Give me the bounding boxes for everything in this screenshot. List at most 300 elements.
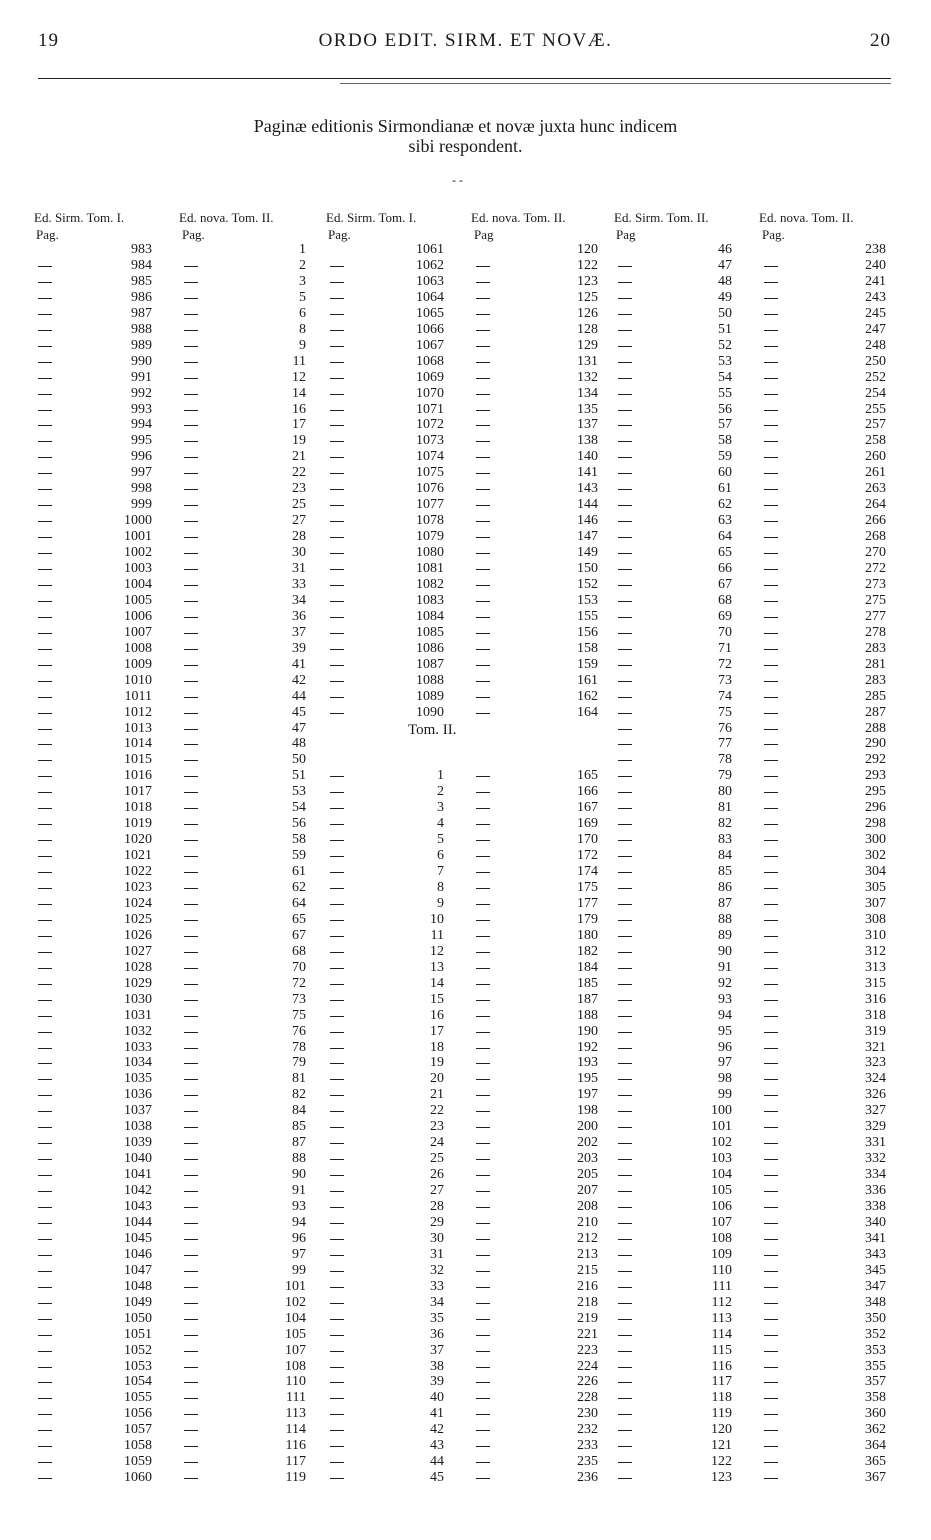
ditto-dash-right bbox=[184, 410, 198, 411]
page-num-nova: 310 bbox=[865, 927, 886, 943]
ditto-dash-left bbox=[618, 840, 632, 841]
ditto-dash-right bbox=[476, 346, 490, 347]
page-num-sirm: 73 bbox=[718, 672, 732, 688]
ditto-dash-right bbox=[184, 1351, 198, 1352]
page-num-nova: 156 bbox=[577, 624, 598, 640]
ditto-dash-right bbox=[764, 1032, 778, 1033]
page-num-sirm: 92 bbox=[718, 975, 732, 991]
ditto-dash-right bbox=[184, 968, 198, 969]
page-num-nova: 226 bbox=[577, 1374, 598, 1390]
ditto-dash-left bbox=[330, 1478, 344, 1479]
page-num-nova: 155 bbox=[577, 608, 598, 624]
ditto-dash-left bbox=[38, 410, 52, 411]
ditto-dash-right bbox=[764, 760, 778, 761]
ditto-dash-right bbox=[184, 266, 198, 267]
page-num-sirm: 1050 bbox=[124, 1310, 152, 1326]
page-num-nova: 300 bbox=[865, 832, 886, 848]
ditto-dash-left bbox=[330, 266, 344, 267]
page-num-nova: 185 bbox=[577, 975, 598, 991]
ditto-dash-left bbox=[330, 505, 344, 506]
ditto-dash-left bbox=[330, 1032, 344, 1033]
page-num-nova: 192 bbox=[577, 1039, 598, 1055]
ditto-dash-right bbox=[184, 633, 198, 634]
ditto-dash-right bbox=[476, 856, 490, 857]
ditto-dash-left bbox=[38, 378, 52, 379]
page-num-sirm: 1029 bbox=[124, 975, 152, 991]
ditto-dash-right bbox=[476, 441, 490, 442]
ditto-dash-left bbox=[38, 617, 52, 618]
page-num-nova: 218 bbox=[577, 1294, 598, 1310]
ditto-dash-right bbox=[476, 665, 490, 666]
ditto-dash-right bbox=[184, 1303, 198, 1304]
page-num-sirm: 1031 bbox=[124, 1007, 152, 1023]
page-num-sirm: 71 bbox=[718, 640, 732, 656]
page-num-nova: 362 bbox=[865, 1422, 886, 1438]
ditto-dash-right bbox=[476, 553, 490, 554]
page-num-sirm: 43 bbox=[430, 1438, 444, 1454]
ditto-dash-left bbox=[618, 441, 632, 442]
page-num-sirm: 28 bbox=[430, 1199, 444, 1214]
page-num-nova: 147 bbox=[577, 529, 598, 545]
page-num-nova: 170 bbox=[577, 832, 598, 848]
ditto-dash-right bbox=[184, 936, 198, 937]
ditto-dash-left bbox=[330, 808, 344, 809]
ditto-dash-right bbox=[476, 1303, 490, 1304]
ditto-dash-right bbox=[184, 888, 198, 889]
page-num-nova: 169 bbox=[577, 816, 598, 832]
page-num-sirm: 68 bbox=[718, 592, 732, 608]
page-num-sirm: 79 bbox=[718, 768, 732, 784]
pag-label-right: Pag. bbox=[182, 227, 205, 242]
page-num-nova: 305 bbox=[865, 880, 886, 895]
page-num-nova: 207 bbox=[577, 1183, 598, 1199]
page-num-sirm: 41 bbox=[430, 1406, 444, 1422]
page-num-nova: 21 bbox=[292, 449, 306, 465]
page-num-nova: 81 bbox=[292, 1071, 306, 1087]
ditto-dash-left bbox=[38, 1398, 52, 1399]
page-num-nova: 248 bbox=[865, 337, 886, 353]
page-num-nova: 135 bbox=[577, 401, 598, 417]
ditto-dash-left bbox=[38, 665, 52, 666]
page-num-nova: 264 bbox=[865, 497, 886, 513]
ditto-dash-left bbox=[38, 808, 52, 809]
page-num-nova: 236 bbox=[577, 1470, 598, 1486]
page-num-sirm: 1089 bbox=[416, 688, 444, 704]
page-num-sirm: 66 bbox=[718, 561, 732, 576]
ditto-dash-right bbox=[764, 1175, 778, 1176]
ditto-dash-left bbox=[38, 713, 52, 714]
ditto-dash-left bbox=[38, 489, 52, 490]
page-num-nova: 58 bbox=[292, 832, 306, 848]
ditto-dash-left bbox=[38, 1367, 52, 1368]
ditto-dash-right bbox=[476, 1095, 490, 1096]
ditto-dash-left bbox=[618, 1127, 632, 1128]
page-num-nova: 257 bbox=[865, 417, 886, 433]
page-num-sirm: 1000 bbox=[124, 513, 152, 529]
page-num-nova: 326 bbox=[865, 1087, 886, 1103]
page-num-nova: 44 bbox=[292, 688, 306, 704]
page-num-sirm: 14 bbox=[430, 975, 444, 991]
ditto-dash-left bbox=[618, 633, 632, 634]
ditto-dash-right bbox=[184, 1111, 198, 1112]
page-num-sirm: 1037 bbox=[124, 1103, 152, 1119]
ditto-dash-right bbox=[764, 792, 778, 793]
ditto-dash-left bbox=[38, 1255, 52, 1256]
page-num-sirm: 1078 bbox=[416, 513, 444, 529]
ditto-dash-left bbox=[330, 1095, 344, 1096]
ditto-dash-right bbox=[184, 1462, 198, 1463]
page-num-nova: 316 bbox=[865, 991, 886, 1007]
ditto-dash-left bbox=[618, 936, 632, 937]
pag-label-left: Pag. bbox=[36, 227, 59, 242]
ditto-dash-right bbox=[476, 569, 490, 570]
ditto-dash-left bbox=[618, 1048, 632, 1049]
ditto-dash-right bbox=[476, 521, 490, 522]
page-num-nova: 210 bbox=[577, 1214, 598, 1230]
ditto-dash-left bbox=[618, 1398, 632, 1399]
page-num-nova: 11 bbox=[292, 353, 306, 369]
page-num-sirm: 10 bbox=[430, 911, 444, 927]
ditto-dash-right bbox=[764, 888, 778, 889]
page-num-sirm: 34 bbox=[430, 1294, 444, 1310]
ditto-dash-left bbox=[38, 936, 52, 937]
page-num-sirm: 91 bbox=[718, 959, 732, 975]
page-num-sirm: 1083 bbox=[416, 592, 444, 608]
page-num-nova: 285 bbox=[865, 688, 886, 704]
ditto-dash-right bbox=[764, 505, 778, 506]
ditto-dash-right bbox=[184, 298, 198, 299]
ditto-dash-left bbox=[38, 1127, 52, 1128]
ditto-dash-left bbox=[618, 697, 632, 698]
page-num-sirm: 58 bbox=[718, 433, 732, 449]
page-num-nova: 132 bbox=[577, 369, 598, 385]
ditto-dash-right bbox=[476, 872, 490, 873]
page-num-nova: 84 bbox=[292, 1103, 306, 1119]
page-num-nova: 338 bbox=[865, 1199, 886, 1214]
ditto-dash-right bbox=[476, 1239, 490, 1240]
page-num-nova: 159 bbox=[577, 656, 598, 672]
page-num-sirm: 999 bbox=[131, 497, 152, 513]
ditto-dash-left bbox=[38, 537, 52, 538]
page-num-sirm: 39 bbox=[430, 1374, 444, 1390]
page-num-nova: 129 bbox=[577, 337, 598, 353]
ditto-dash-left bbox=[38, 266, 52, 267]
page-num-nova: 273 bbox=[865, 576, 886, 592]
ditto-dash-right bbox=[184, 856, 198, 857]
page-num-nova: 1 bbox=[299, 242, 306, 257]
page-num-sirm: 42 bbox=[430, 1422, 444, 1438]
ditto-dash-right bbox=[764, 378, 778, 379]
ditto-dash-left bbox=[618, 824, 632, 825]
ditto-dash-right bbox=[184, 585, 198, 586]
page-num-sirm: 1034 bbox=[124, 1055, 152, 1071]
page-num-sirm: 1082 bbox=[416, 576, 444, 592]
page-num-sirm: 31 bbox=[430, 1246, 444, 1262]
ditto-dash-right bbox=[476, 824, 490, 825]
ditto-dash-left bbox=[330, 1143, 344, 1144]
page-num-sirm: 1011 bbox=[124, 688, 152, 704]
page-num-nova: 221 bbox=[577, 1326, 598, 1342]
ditto-dash-left bbox=[38, 968, 52, 969]
page-num-nova: 313 bbox=[865, 959, 886, 975]
ditto-dash-left bbox=[618, 1367, 632, 1368]
page-num-nova: 50 bbox=[292, 752, 306, 768]
ditto-dash-left bbox=[38, 394, 52, 395]
page-num-nova: 39 bbox=[292, 640, 306, 656]
ditto-dash-left bbox=[38, 346, 52, 347]
page-num-sirm: 5 bbox=[437, 832, 444, 848]
page-num-sirm: 86 bbox=[718, 880, 732, 895]
page-num-sirm: 24 bbox=[430, 1135, 444, 1151]
page-num-sirm: 95 bbox=[718, 1023, 732, 1039]
ditto-dash-left bbox=[38, 1335, 52, 1336]
page-num-sirm: 54 bbox=[718, 369, 732, 385]
page-num-nova: 266 bbox=[865, 513, 886, 529]
ditto-dash-right bbox=[764, 585, 778, 586]
ditto-dash-right bbox=[184, 872, 198, 873]
page-num-nova: 107 bbox=[285, 1342, 306, 1358]
ditto-dash-right bbox=[184, 792, 198, 793]
page-num-sirm: 84 bbox=[718, 848, 732, 864]
page-num-nova: 319 bbox=[865, 1023, 886, 1039]
page-num-sirm: 1046 bbox=[124, 1246, 152, 1262]
ditto-dash-right bbox=[764, 457, 778, 458]
ditto-dash-left bbox=[618, 1351, 632, 1352]
ditto-dash-left bbox=[38, 984, 52, 985]
page-num-sirm: 1088 bbox=[416, 672, 444, 688]
page-num-nova: 65 bbox=[292, 911, 306, 927]
ditto-dash-left bbox=[618, 553, 632, 554]
page-num-sirm: 64 bbox=[718, 529, 732, 545]
pag-label-right: Pag. bbox=[762, 227, 785, 242]
page-num-sirm: 44 bbox=[430, 1454, 444, 1470]
ditto-dash-left bbox=[330, 282, 344, 283]
page-num-sirm: 1067 bbox=[416, 337, 444, 353]
page-num-nova: 190 bbox=[577, 1023, 598, 1039]
ditto-dash-left bbox=[330, 952, 344, 953]
page-num-nova: 68 bbox=[292, 943, 306, 959]
page-num-nova: 308 bbox=[865, 911, 886, 927]
page-num-sirm: 1052 bbox=[124, 1342, 152, 1358]
page-num-nova: 224 bbox=[577, 1358, 598, 1374]
ditto-dash-left bbox=[330, 1111, 344, 1112]
ditto-dash-right bbox=[764, 1095, 778, 1096]
page-num-nova: 126 bbox=[577, 305, 598, 321]
page-num-sirm: 983 bbox=[131, 242, 152, 257]
ditto-dash-left bbox=[38, 1048, 52, 1049]
ditto-dash-right bbox=[476, 282, 490, 283]
page-num-sirm: 102 bbox=[711, 1135, 732, 1151]
intro-line-1: Paginæ editionis Sirmondianæ et novæ juxta hunc indicem bbox=[253, 116, 678, 136]
ditto-dash-right bbox=[764, 649, 778, 650]
page-num-sirm: 80 bbox=[718, 784, 732, 800]
ditto-dash-right bbox=[476, 936, 490, 937]
ditto-dash-left bbox=[330, 1223, 344, 1224]
page-num-nova: 350 bbox=[865, 1310, 886, 1326]
page-num-sirm: 112 bbox=[711, 1294, 732, 1310]
ditto-dash-right bbox=[184, 1191, 198, 1192]
page-num-sirm: 1016 bbox=[124, 768, 152, 784]
ditto-dash-left bbox=[38, 1079, 52, 1080]
page-num-nova: 341 bbox=[865, 1230, 886, 1246]
ditto-dash-right bbox=[764, 856, 778, 857]
page-num-sirm: 23 bbox=[430, 1119, 444, 1135]
ditto-dash-right bbox=[184, 1016, 198, 1017]
ditto-dash-right bbox=[476, 394, 490, 395]
page-num-nova: 357 bbox=[865, 1374, 886, 1390]
page-num-sirm: 1085 bbox=[416, 624, 444, 640]
page-num-nova: 79 bbox=[292, 1055, 306, 1071]
ditto-dash-left bbox=[38, 473, 52, 474]
page-num-nova: 125 bbox=[577, 289, 598, 305]
page-num-nova: 205 bbox=[577, 1167, 598, 1183]
page-num-nova: 162 bbox=[577, 688, 598, 704]
ditto-dash-left bbox=[38, 1159, 52, 1160]
ditto-dash-right bbox=[764, 1207, 778, 1208]
page-num-nova: 365 bbox=[865, 1454, 886, 1470]
ditto-dash-left bbox=[330, 601, 344, 602]
page-num-sirm: 88 bbox=[718, 911, 732, 927]
ditto-dash-left bbox=[618, 1111, 632, 1112]
page-num-sirm: 20 bbox=[430, 1071, 444, 1087]
ditto-dash-left bbox=[618, 457, 632, 458]
ditto-dash-right bbox=[476, 537, 490, 538]
ditto-dash-right bbox=[764, 489, 778, 490]
ditto-dash-left bbox=[38, 1351, 52, 1352]
ditto-dash-left bbox=[618, 314, 632, 315]
page-num-sirm: 98 bbox=[718, 1071, 732, 1087]
page-num-sirm: 36 bbox=[430, 1326, 444, 1342]
page-num-nova: 260 bbox=[865, 449, 886, 465]
ditto-dash-left bbox=[330, 1016, 344, 1017]
header-rule-thin bbox=[340, 83, 891, 84]
page-num-sirm: 19 bbox=[430, 1055, 444, 1071]
ditto-dash-left bbox=[38, 776, 52, 777]
ditto-dash-right bbox=[476, 1398, 490, 1399]
page-num-sirm: 1003 bbox=[124, 561, 152, 576]
page-num-sirm: 52 bbox=[718, 337, 732, 353]
page-num-sirm: 70 bbox=[718, 624, 732, 640]
ditto-dash-left bbox=[38, 792, 52, 793]
page-num-nova: 96 bbox=[292, 1230, 306, 1246]
ditto-dash-left bbox=[618, 792, 632, 793]
ditto-dash-left bbox=[38, 1414, 52, 1415]
page-num-sirm: 117 bbox=[711, 1374, 732, 1390]
ditto-dash-left bbox=[618, 282, 632, 283]
page-num-sirm: 1087 bbox=[416, 656, 444, 672]
page-num-nova: 101 bbox=[285, 1278, 306, 1294]
page-num-sirm: 2 bbox=[437, 784, 444, 800]
page-num-nova: 367 bbox=[865, 1470, 886, 1486]
ditto-dash-left bbox=[38, 1175, 52, 1176]
ditto-dash-left bbox=[618, 298, 632, 299]
page-num-nova: 42 bbox=[292, 672, 306, 688]
page-num-nova: 213 bbox=[577, 1246, 598, 1262]
ditto-dash-left bbox=[330, 776, 344, 777]
ditto-dash-left bbox=[618, 1063, 632, 1064]
ditto-dash-left bbox=[38, 585, 52, 586]
ditto-dash-left bbox=[330, 425, 344, 426]
page-num-sirm: 1044 bbox=[124, 1214, 152, 1230]
ditto-dash-right bbox=[184, 425, 198, 426]
header-rule bbox=[38, 78, 891, 79]
ditto-dash-left bbox=[330, 1079, 344, 1080]
page-num-nova: 252 bbox=[865, 369, 886, 385]
ditto-dash-left bbox=[330, 1351, 344, 1352]
ditto-dash-right bbox=[764, 330, 778, 331]
page-num-sirm: 56 bbox=[718, 401, 732, 417]
page-num-sirm: 1035 bbox=[124, 1071, 152, 1087]
ditto-dash-left bbox=[330, 441, 344, 442]
ditto-dash-left bbox=[618, 1207, 632, 1208]
ditto-dash-left bbox=[618, 888, 632, 889]
ditto-dash-left bbox=[38, 1319, 52, 1320]
pag-label-right: Pag bbox=[474, 227, 494, 242]
page-num-sirm: 1049 bbox=[124, 1294, 152, 1310]
ditto-dash-left bbox=[618, 1175, 632, 1176]
page-num-nova: 287 bbox=[865, 704, 886, 720]
ditto-dash-right bbox=[764, 1048, 778, 1049]
page-num-sirm: 45 bbox=[430, 1470, 444, 1486]
ditto-dash-right bbox=[764, 1127, 778, 1128]
page-num-nova: 64 bbox=[292, 895, 306, 911]
page-num-sirm: 1001 bbox=[124, 529, 152, 545]
page-num-sirm: 1054 bbox=[124, 1374, 152, 1390]
ditto-dash-right bbox=[476, 1207, 490, 1208]
page-num-nova: 184 bbox=[577, 959, 598, 975]
ditto-dash-left bbox=[330, 521, 344, 522]
ditto-dash-left bbox=[330, 394, 344, 395]
page-num-sirm: 998 bbox=[131, 481, 152, 497]
ditto-dash-right bbox=[764, 1223, 778, 1224]
ditto-dash-left bbox=[330, 1159, 344, 1160]
page-num-nova: 62 bbox=[292, 880, 306, 895]
page-num-sirm: 1063 bbox=[416, 273, 444, 289]
page-num-sirm: 16 bbox=[430, 1007, 444, 1023]
page-num-sirm: 991 bbox=[131, 369, 152, 385]
page-num-sirm: 99 bbox=[718, 1087, 732, 1103]
ditto-dash-left bbox=[618, 394, 632, 395]
ditto-dash-right bbox=[764, 1414, 778, 1415]
page-num-nova: 323 bbox=[865, 1055, 886, 1071]
page-num-nova: 2 bbox=[299, 257, 306, 273]
page-num-nova: 91 bbox=[292, 1183, 306, 1199]
page-num-sirm: 1041 bbox=[124, 1167, 152, 1183]
page-num-sirm: 51 bbox=[718, 321, 732, 337]
ditto-dash-left bbox=[330, 617, 344, 618]
page-num-nova: 177 bbox=[577, 895, 598, 911]
page-num-sirm: 1056 bbox=[124, 1406, 152, 1422]
ditto-dash-right bbox=[764, 633, 778, 634]
page-num-sirm: 1053 bbox=[124, 1358, 152, 1374]
ditto-dash-right bbox=[476, 1351, 490, 1352]
page-num-sirm: 105 bbox=[711, 1183, 732, 1199]
ditto-dash-left bbox=[330, 457, 344, 458]
page-num-nova: 99 bbox=[292, 1262, 306, 1278]
ditto-dash-left bbox=[618, 1462, 632, 1463]
ditto-dash-left bbox=[330, 585, 344, 586]
page-num-nova: 102 bbox=[285, 1294, 306, 1310]
page-num-sirm: 1058 bbox=[124, 1438, 152, 1454]
ditto-dash-left bbox=[38, 553, 52, 554]
ditto-dash-right bbox=[184, 649, 198, 650]
ditto-dash-right bbox=[476, 601, 490, 602]
ditto-dash-left bbox=[38, 904, 52, 905]
page-num-sirm: 114 bbox=[711, 1326, 732, 1342]
page-num-sirm: 1007 bbox=[124, 624, 152, 640]
page-num-sirm: 103 bbox=[711, 1151, 732, 1167]
ditto-dash-right bbox=[476, 920, 490, 921]
